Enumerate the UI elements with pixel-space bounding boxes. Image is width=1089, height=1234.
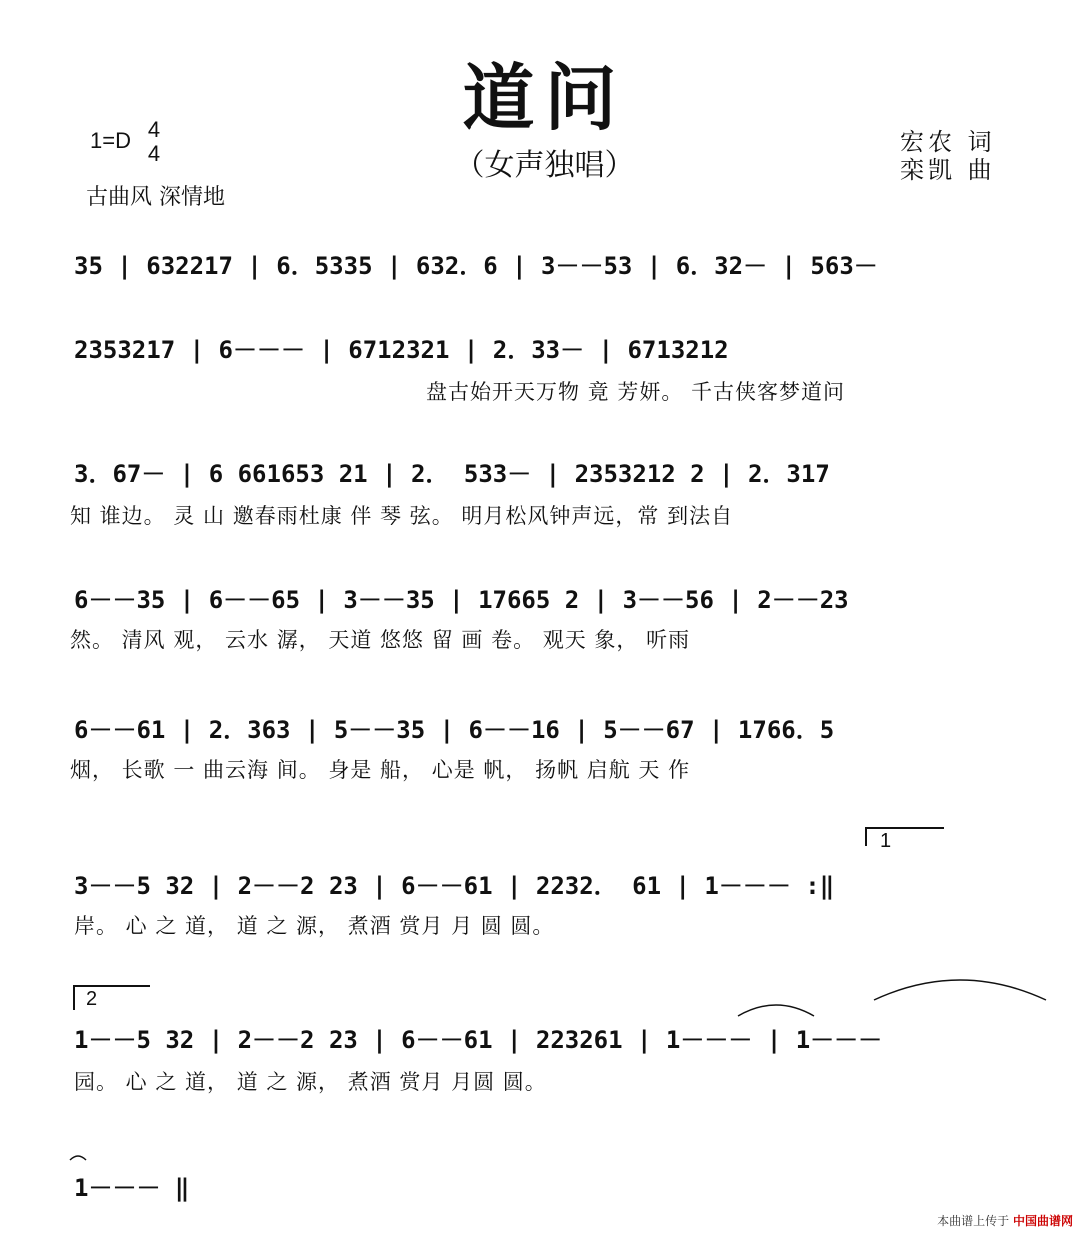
lyricist-credit: 宏农 词 bbox=[900, 128, 996, 156]
lyrics-line-3: 知 谁边。 灵 山 邀春雨杜康 伴 琴 弦。 明月松风钟声远，常 到法自 bbox=[70, 504, 734, 528]
lyrics-line-5: 烟， 长歌 一 曲云海 间。 身是 船， 心是 帆， 扬帆 启航 天 作 bbox=[70, 758, 691, 782]
notation-line-4: 6－－35 | 6－－65 | 3－－35 | 17665 2 | 3－－56 | 2－－23 bbox=[74, 586, 849, 614]
song-title: 道问 bbox=[462, 55, 627, 140]
key-signature: 1=D bbox=[90, 128, 131, 153]
notation-line-3: 3．67－ | 6 661653 21 | 2． 533－ | 2353212 2 | 2．317 bbox=[74, 460, 830, 488]
notation-line-5: 6－－61 | 2．363 | 5－－35 | 6－－16 | 5－－67 | 1766．5 bbox=[74, 716, 835, 744]
volta-second-label: 2 bbox=[86, 988, 98, 1010]
composer-credit: 栾凯 曲 bbox=[900, 156, 996, 184]
lyrics-line-6: 岸。 心 之 道， 道 之 源， 煮酒 赏月 月 圆 圆。 bbox=[74, 914, 555, 938]
notation-line-1: 35 | 632217 | 6．5335 | 632．6 | 3－－53 | 6．32－ | 563－ bbox=[74, 252, 878, 280]
song-subtitle: （女声独唱） bbox=[454, 148, 635, 183]
footer-site[interactable]: 中国曲谱网 bbox=[1012, 1214, 1073, 1228]
time-signature-top: 4 bbox=[147, 117, 161, 142]
time-signature-bottom: 4 bbox=[147, 141, 161, 166]
notation-line-7: 1－－5 32 | 2－－2 23 | 6－－61 | 223261 | 1－－－ | 1－－－ bbox=[74, 1026, 883, 1054]
footer-text: 本曲谱上传于 bbox=[937, 1214, 1010, 1228]
time-signature bbox=[146, 118, 162, 166]
performance-style: 古曲风 深情地 bbox=[86, 185, 225, 210]
volta-first-label: 1 bbox=[880, 830, 892, 852]
notation-line-6: 3－－5 32 | 2－－2 23 | 6－－61 | 2232． 61 | 1－－－ :‖ bbox=[74, 872, 835, 900]
footer-credit bbox=[937, 1212, 1073, 1229]
notation-line-8: 1－－－ ‖ bbox=[74, 1174, 190, 1202]
lyrics-line-4: 然。 清风 观， 云水 潺， 天道 悠悠 留 画 卷。 观天 象， 听雨 bbox=[70, 628, 691, 652]
notation-line-2: 2353217 | 6－－－ | 6712321 | 2．33－ | 6713212 bbox=[74, 336, 729, 364]
lyrics-line-2: 盘古始开天万物 竟 芳妍。 千古侠客梦道问 bbox=[426, 380, 846, 404]
lyrics-line-7: 园。 心 之 道， 道 之 源， 煮酒 赏月 月圆 圆。 bbox=[74, 1070, 547, 1094]
